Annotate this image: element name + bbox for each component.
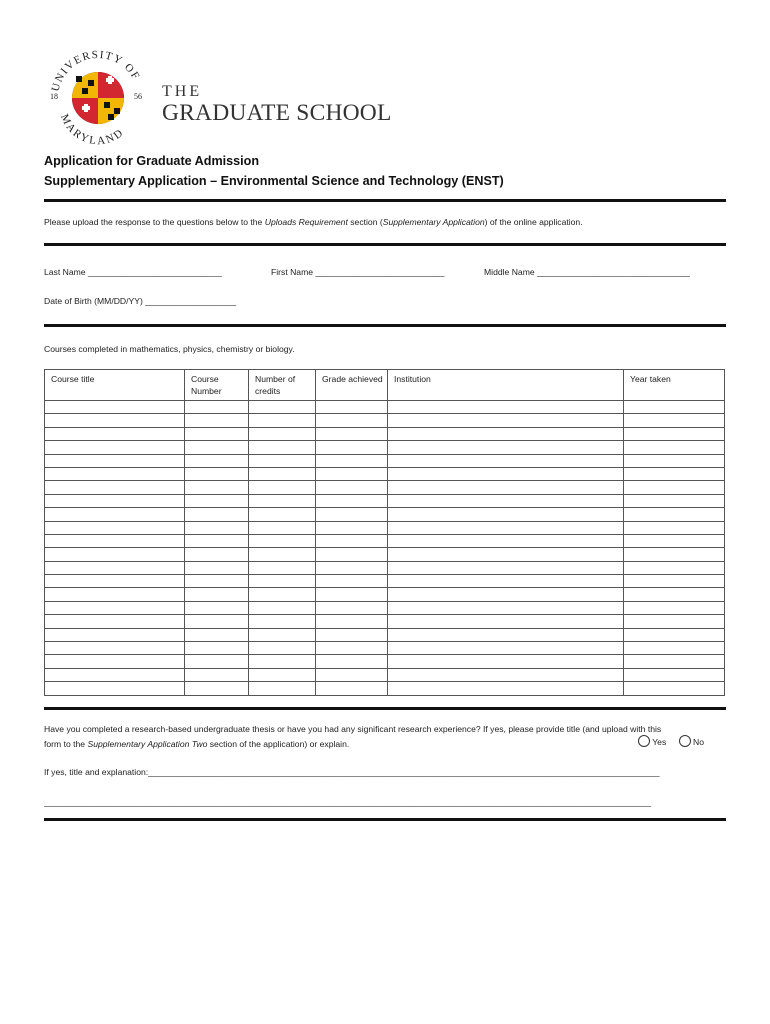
table-cell[interactable] <box>249 682 316 695</box>
table-cell[interactable] <box>388 521 624 534</box>
instruction-text: ) of the online application. <box>484 217 583 227</box>
table-cell[interactable] <box>249 561 316 574</box>
table-cell[interactable] <box>624 521 725 534</box>
table-cell[interactable] <box>185 615 249 628</box>
courses-intro: Courses completed in mathematics, physics, chemistry or biology. <box>44 344 295 354</box>
table-cell[interactable] <box>624 427 725 440</box>
table-cell[interactable] <box>388 534 624 547</box>
table-cell[interactable] <box>185 601 249 614</box>
table-cell[interactable] <box>185 521 249 534</box>
middle-name-field[interactable]: Middle Name ________________________________ <box>484 267 690 277</box>
table-cell[interactable] <box>316 668 388 681</box>
table-cell[interactable] <box>316 588 388 601</box>
form-title: Application for Graduate Admission <box>44 154 260 168</box>
table-cell[interactable] <box>249 642 316 655</box>
explanation-field[interactable]: If yes, title and explanation:___________________________________________________________________________________________________________ <box>44 767 660 777</box>
table-cell[interactable] <box>185 481 249 494</box>
col-grade-achieved: Grade achieved <box>316 370 388 401</box>
research-question-text: section of the application) or explain. <box>207 739 350 749</box>
table-cell[interactable] <box>45 682 185 695</box>
table-cell[interactable] <box>316 454 388 467</box>
table-cell[interactable] <box>45 668 185 681</box>
table-cell[interactable] <box>316 467 388 480</box>
table-cell[interactable] <box>249 601 316 614</box>
table-row <box>45 668 725 681</box>
table-cell[interactable] <box>316 401 388 414</box>
table-cell[interactable] <box>249 548 316 561</box>
last-name-field[interactable]: Last Name ____________________________ <box>44 267 222 277</box>
table-cell[interactable] <box>185 642 249 655</box>
table-row <box>45 494 725 507</box>
instruction-emphasis-uploads: Uploads Requirement <box>264 217 348 227</box>
table-cell[interactable] <box>185 427 249 440</box>
table-cell[interactable] <box>624 655 725 668</box>
table-cell[interactable] <box>388 628 624 641</box>
form-subtitle: Supplementary Application – Environmental Science and Technology (ENST) <box>44 174 504 188</box>
table-cell[interactable] <box>185 655 249 668</box>
courses-table <box>44 369 725 696</box>
table-row <box>45 454 725 467</box>
table-row <box>45 615 725 628</box>
table-cell[interactable] <box>316 601 388 614</box>
table-row <box>45 401 725 414</box>
table-cell[interactable] <box>624 642 725 655</box>
table-cell[interactable] <box>249 615 316 628</box>
table-cell[interactable] <box>388 682 624 695</box>
table-row <box>45 655 725 668</box>
table-cell[interactable] <box>185 508 249 521</box>
table-cell[interactable] <box>388 642 624 655</box>
table-row <box>45 628 725 641</box>
table-cell[interactable] <box>388 548 624 561</box>
table-cell[interactable] <box>185 401 249 414</box>
table-cell[interactable] <box>316 414 388 427</box>
table-row <box>45 467 725 480</box>
table-cell[interactable] <box>388 467 624 480</box>
table-cell[interactable] <box>45 414 185 427</box>
table-cell[interactable] <box>45 655 185 668</box>
table-row <box>45 414 725 427</box>
seal-text-bottom: MARYLAND <box>58 112 127 146</box>
table-cell[interactable] <box>249 534 316 547</box>
table-cell[interactable] <box>388 441 624 454</box>
table-cell[interactable] <box>45 548 185 561</box>
table-cell[interactable] <box>45 601 185 614</box>
table-cell[interactable] <box>249 454 316 467</box>
table-cell[interactable] <box>249 401 316 414</box>
table-cell[interactable] <box>388 655 624 668</box>
table-row <box>45 548 725 561</box>
table-cell[interactable] <box>185 414 249 427</box>
table-cell[interactable] <box>624 467 725 480</box>
table-cell[interactable] <box>624 588 725 601</box>
table-cell[interactable] <box>624 534 725 547</box>
instruction-emphasis-supplementary: Supplementary Application <box>382 217 485 227</box>
table-cell[interactable] <box>316 575 388 588</box>
table-cell[interactable] <box>185 668 249 681</box>
divider <box>44 243 726 246</box>
table-cell[interactable] <box>249 467 316 480</box>
table-cell[interactable] <box>624 548 725 561</box>
divider <box>44 199 726 202</box>
table-cell[interactable] <box>316 534 388 547</box>
table-cell[interactable] <box>388 615 624 628</box>
divider <box>44 707 726 710</box>
no-radio[interactable] <box>679 735 691 747</box>
table-row <box>45 575 725 588</box>
table-cell[interactable] <box>185 494 249 507</box>
table-cell[interactable] <box>624 682 725 695</box>
research-question-text: form to the <box>44 739 88 749</box>
table-cell[interactable] <box>185 467 249 480</box>
table-cell[interactable] <box>316 481 388 494</box>
table-cell[interactable] <box>388 588 624 601</box>
first-name-field[interactable]: First Name ___________________________ <box>271 267 445 277</box>
table-header-row <box>45 370 725 401</box>
table-cell[interactable] <box>45 521 185 534</box>
table-cell[interactable] <box>249 414 316 427</box>
table-cell[interactable] <box>45 534 185 547</box>
date-of-birth-field[interactable]: Date of Birth (MM/DD/YY) ___________________ <box>44 296 237 306</box>
table-cell[interactable] <box>388 454 624 467</box>
table-cell[interactable] <box>316 548 388 561</box>
table-cell[interactable] <box>316 561 388 574</box>
table-cell[interactable] <box>45 401 185 414</box>
table-cell[interactable] <box>316 508 388 521</box>
table-cell[interactable] <box>624 575 725 588</box>
table-cell[interactable] <box>185 628 249 641</box>
table-cell[interactable] <box>45 561 185 574</box>
table-cell[interactable] <box>624 454 725 467</box>
table-cell[interactable] <box>624 414 725 427</box>
table-cell[interactable] <box>316 682 388 695</box>
table-cell[interactable] <box>249 588 316 601</box>
col-institution: Institution <box>388 370 624 401</box>
graduate-school-name: GRADUATE SCHOOL <box>162 100 392 126</box>
table-cell[interactable] <box>249 655 316 668</box>
table-row <box>45 642 725 655</box>
table-cell[interactable] <box>624 481 725 494</box>
seal-text-top: UNIVERSITY OF <box>49 48 143 93</box>
table-cell[interactable] <box>45 494 185 507</box>
table-row <box>45 508 725 521</box>
research-question-emphasis: Supplementary Application Two <box>87 739 208 749</box>
maryland-flag-shield-icon <box>72 72 124 124</box>
table-cell[interactable] <box>249 481 316 494</box>
table-cell[interactable] <box>316 441 388 454</box>
col-course-number: Course Number <box>185 370 249 401</box>
table-cell[interactable] <box>316 521 388 534</box>
table-cell[interactable] <box>249 427 316 440</box>
table-row <box>45 427 725 440</box>
seal-year-left: 18 <box>50 92 58 101</box>
research-yes-no-options <box>638 735 704 747</box>
table-cell[interactable] <box>45 615 185 628</box>
table-cell[interactable] <box>624 401 725 414</box>
table-cell[interactable] <box>45 575 185 588</box>
yes-radio[interactable] <box>638 735 650 747</box>
table-cell[interactable] <box>624 561 725 574</box>
col-year-taken: Year taken <box>624 370 725 401</box>
table-cell[interactable] <box>624 441 725 454</box>
table-cell[interactable] <box>45 588 185 601</box>
instruction-text: section ( <box>347 217 383 227</box>
table-cell[interactable] <box>45 454 185 467</box>
table-cell[interactable] <box>316 427 388 440</box>
table-row <box>45 682 725 695</box>
table-cell[interactable] <box>249 575 316 588</box>
instruction-text: Please upload the response to the questions below to the <box>44 217 265 227</box>
table-cell[interactable] <box>624 668 725 681</box>
table-cell[interactable] <box>249 494 316 507</box>
table-cell[interactable] <box>185 548 249 561</box>
table-row <box>45 601 725 614</box>
table-cell[interactable] <box>316 494 388 507</box>
table-cell[interactable] <box>624 601 725 614</box>
table-cell[interactable] <box>388 508 624 521</box>
table-cell[interactable] <box>624 628 725 641</box>
divider <box>44 324 726 327</box>
table-cell[interactable] <box>45 508 185 521</box>
upload-instruction <box>44 217 583 227</box>
no-label: No <box>693 737 705 747</box>
table-row <box>45 534 725 547</box>
university-seal-logo <box>44 46 152 146</box>
table-cell[interactable] <box>388 427 624 440</box>
table-row <box>45 481 725 494</box>
table-cell[interactable] <box>249 508 316 521</box>
table-cell[interactable] <box>45 642 185 655</box>
divider <box>44 818 726 821</box>
table-cell[interactable] <box>45 481 185 494</box>
seal-year-right: 56 <box>134 92 142 101</box>
table-cell[interactable] <box>185 561 249 574</box>
table-cell[interactable] <box>249 628 316 641</box>
table-cell[interactable] <box>624 615 725 628</box>
table-cell[interactable] <box>316 615 388 628</box>
table-cell[interactable] <box>316 642 388 655</box>
table-cell[interactable] <box>388 601 624 614</box>
table-row <box>45 441 725 454</box>
explanation-line-2[interactable]: _______________________________________________________________________________________________________________________________ <box>44 797 651 807</box>
table-cell[interactable] <box>388 494 624 507</box>
the-label: THE <box>162 83 203 100</box>
table-cell[interactable] <box>624 494 725 507</box>
table-cell[interactable] <box>249 668 316 681</box>
table-cell[interactable] <box>316 655 388 668</box>
table-row <box>45 521 725 534</box>
table-cell[interactable] <box>624 508 725 521</box>
table-cell[interactable] <box>45 441 185 454</box>
table-cell[interactable] <box>249 521 316 534</box>
col-number-of-credits: Number of credits <box>249 370 316 401</box>
table-cell[interactable] <box>388 401 624 414</box>
col-course-title: Course title <box>45 370 185 401</box>
table-cell[interactable] <box>45 427 185 440</box>
research-question: Have you completed a research-based undergraduate thesis or have you had any significant research experience? If yes, please provide title (and upload with this <box>44 724 662 734</box>
table-cell[interactable] <box>45 467 185 480</box>
yes-label: Yes <box>652 737 667 747</box>
table-cell[interactable] <box>388 575 624 588</box>
table-row <box>45 561 725 574</box>
table-cell[interactable] <box>45 628 185 641</box>
table-cell[interactable] <box>185 575 249 588</box>
table-cell[interactable] <box>185 534 249 547</box>
table-cell[interactable] <box>185 454 249 467</box>
table-cell[interactable] <box>185 588 249 601</box>
table-cell[interactable] <box>249 441 316 454</box>
table-cell[interactable] <box>185 441 249 454</box>
table-cell[interactable] <box>388 481 624 494</box>
research-question-cont <box>44 739 349 749</box>
courses-table-body <box>45 401 725 696</box>
table-cell[interactable] <box>185 682 249 695</box>
table-cell[interactable] <box>388 668 624 681</box>
table-cell[interactable] <box>388 414 624 427</box>
table-cell[interactable] <box>388 561 624 574</box>
table-row <box>45 588 725 601</box>
table-cell[interactable] <box>316 628 388 641</box>
